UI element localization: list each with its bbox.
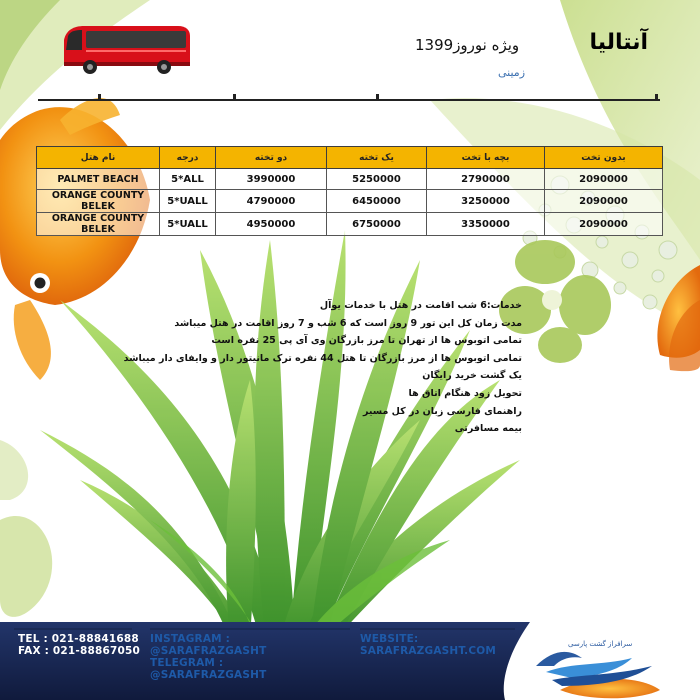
price-table (36, 146, 663, 236)
price-no-bed: 2090000 (545, 190, 663, 213)
header-divider (38, 99, 660, 101)
footer-divider (360, 628, 515, 630)
bus-icon (60, 22, 192, 78)
price-no-bed: 2090000 (545, 213, 663, 236)
hotel-name: PALMET BEACH (37, 169, 160, 190)
col-grade: درجه (160, 147, 216, 169)
price-double: 4790000 (216, 190, 327, 213)
col-no-bed: بدون تخت (545, 147, 663, 169)
hotel-grade: 5*UALL (160, 190, 216, 213)
footer-divider (150, 628, 350, 630)
price-child-bed: 2790000 (427, 169, 545, 190)
service-item: بیمه مسافرتی (454, 423, 522, 435)
website-link[interactable]: SARAFRAZGASHT.COM (360, 645, 497, 657)
instagram-link[interactable]: @SARAFRAZGASHT (150, 645, 267, 657)
service-item: مدت زمان کل این تور 9 روز است که 6 شب و 7 روز اقامت در هتل میباشد (174, 317, 522, 329)
hotel-grade: 5*ALL (160, 169, 216, 190)
logo-text: سرافراز گشت پارسی (568, 640, 633, 648)
service-item: خدمات:6 شب اقامت در هتل با خدمات یوآل (319, 300, 522, 311)
service-item: تمامی اتوبوس ها از مرز بازرگان تا هتل 44 نفره ترک مانیتور دار و وایفای دار میباشد (123, 352, 522, 364)
price-no-bed: 2090000 (545, 169, 663, 190)
page-title: آنتالیا (589, 30, 648, 55)
transport-type: زمینی (498, 66, 526, 79)
col-double: دو تخته (216, 147, 327, 169)
divider-tick (233, 94, 236, 101)
table-row (37, 213, 663, 236)
telegram-link[interactable]: @SARAFRAZGASHT (150, 669, 267, 681)
fax-number: FAX : 021-88867050 (18, 645, 141, 657)
price-single: 6750000 (327, 213, 427, 236)
price-single: 6450000 (327, 190, 427, 213)
price-double: 3990000 (216, 169, 327, 190)
footer-divider (14, 628, 132, 630)
price-double: 4950000 (216, 213, 327, 236)
price-child-bed: 3250000 (427, 190, 545, 213)
table-row (37, 190, 663, 213)
services-list (82, 297, 522, 438)
table-header-row (37, 147, 663, 169)
hotel-grade: 5*UALL (160, 213, 216, 236)
hotel-name: ORANGE COUNTY BELEK (37, 213, 160, 236)
instagram-label: INSTAGRAM : (150, 633, 231, 645)
hotel-name: ORANGE COUNTY BELEK (37, 190, 160, 213)
price-child-bed: 3350000 (427, 213, 545, 236)
telegram-label: TELEGRAM : (150, 657, 224, 669)
phone-number: TEL : 021-88841688 (18, 633, 139, 645)
col-hotel-name: نام هتل (37, 147, 160, 169)
price-single: 5250000 (327, 169, 427, 190)
service-item: تمامی اتوبوس ها از تهران تا مرز بازرگان وی آی پی 25 نفره است (211, 335, 522, 347)
service-item: یک گشت خرید رایگان (422, 370, 522, 382)
col-child-bed: بچه با تخت (427, 147, 545, 169)
service-item: تحویل زود هنگام اتاق ها (408, 387, 522, 399)
service-item: راهنمای فارسی زبان در کل مسیر (363, 405, 522, 417)
page-subtitle: ویژه نوروز1399 (415, 36, 520, 54)
divider-tick (98, 94, 101, 101)
divider-tick (376, 94, 379, 101)
col-single: یک تخته (327, 147, 427, 169)
website-label: WEBSITE: (360, 633, 419, 645)
divider-tick (655, 94, 658, 101)
table-row (37, 169, 663, 190)
